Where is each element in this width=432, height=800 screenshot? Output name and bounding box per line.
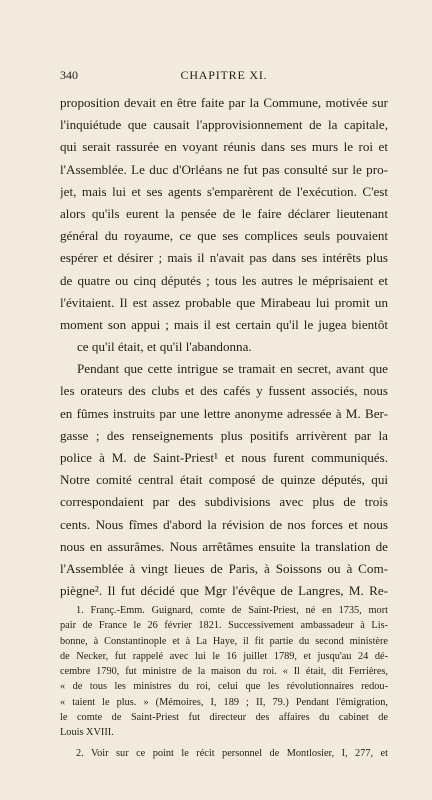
body-line: Notre comité central était composé de quinze députés, qui xyxy=(60,472,388,488)
body-line: de quatre ou cinq députés ; tous les autres le méprisaient et xyxy=(60,272,388,288)
body-line: correspondaient par des subdivisions avec plus de trois xyxy=(60,494,388,510)
footnote-line: « taient le plus. » (Mémoires, I, 189 ; II, 79.) Pendant l'émigration, xyxy=(60,696,388,708)
body-line: moment son appui ; mais il est certain qu'il le jugea bientôt xyxy=(60,316,388,332)
body-line: alors qu'ils eurent la pensée de le faire déclarer lieutenant xyxy=(60,205,388,221)
body-line: l'inquiétude que causait l'approvisionnement de la capitale, xyxy=(60,117,388,133)
page-number: 340 xyxy=(60,68,78,82)
body-line: piègne². Il fut décidé que Mgr l'évêque de Langres, M. Re- xyxy=(60,583,388,599)
footnote-line: cembre 1790, fut ministre de la maison du roi. « Il était, dit Ferrières, xyxy=(60,666,388,678)
body-line: police à M. de Saint-Priest¹ et nous furent communiqués. xyxy=(60,450,388,465)
body-text xyxy=(60,92,388,602)
footnote-line: 2. Voir sur ce point le récit personnel de Montlosier, I, 277, et xyxy=(76,747,388,759)
body-line: les orateurs des clubs et des cafés y fussent associés, nous xyxy=(60,383,388,399)
footnote-line: le comte de Saint-Priest fut directeur des affaires du cabinet de xyxy=(60,712,388,724)
body-line: l'Assemblée à vingt lieues de Paris, à Soissons ou à Com- xyxy=(60,560,388,576)
body-line: espérer et désirer ; mais il n'avait pas dans ses intérêts plus xyxy=(60,250,388,266)
body-line: proposition devait en être faite par la Commune, motivée sur xyxy=(60,95,388,110)
body-line: nous en assurâmes. Nous arrêtâmes ensuite la translation de xyxy=(60,538,388,554)
footnote-line: 1. Franç.-Emm. Guignard, comte de Saint-Priest, né en 1735, mort xyxy=(76,605,388,616)
footnote-line: bonne, à Constantinople et à La Haye, il fit partie du second ministère xyxy=(60,635,388,647)
body-line: qui serait rassurée en voyant réunis dans ses murs le roi et xyxy=(60,139,388,155)
footnote-line: « de tous les ministres du roi, celui que les révolutionnaires redou- xyxy=(60,681,388,693)
footnote-line: pair de France le 26 février 1821. Successivement ambassadeur à Lis- xyxy=(60,620,388,632)
body-line: jet, mais lui et ses agents s'emparèrent de l'exécution. C'est xyxy=(60,183,388,199)
footnotes xyxy=(60,603,388,761)
body-line: l'évitaient. Il est assez probable que Mirabeau lui promit un xyxy=(60,294,388,310)
body-line: l'Assemblée. Le duc d'Orléans ne fut pas consulté sur le pro- xyxy=(60,161,388,177)
running-title: CHAPITRE XI. xyxy=(180,68,268,82)
body-line: cents. Nous fîmes d'abord la révision de nos forces et nous xyxy=(60,516,388,532)
body-line: général du royaume, ce que ses complices seuls pouvaient xyxy=(60,228,388,244)
body-line: en fûmes instruits par une lettre anonyme adressée à M. Ber- xyxy=(60,405,388,421)
body-line: Pendant que cette intrigue se tramait en secret, avant que xyxy=(77,361,388,377)
page-header xyxy=(60,68,388,84)
body-line: gasse ; des renseignements plus positifs arrivèrent par la xyxy=(60,427,388,443)
body-line: ce qu'il était, et qu'il l'abandonna. xyxy=(77,339,252,355)
footnote-line: de Necker, fut rappelé avec lui le 16 juillet 1789, et jusqu'au 24 dé- xyxy=(60,650,388,662)
footnote-line: Louis XVIII. xyxy=(60,727,114,739)
